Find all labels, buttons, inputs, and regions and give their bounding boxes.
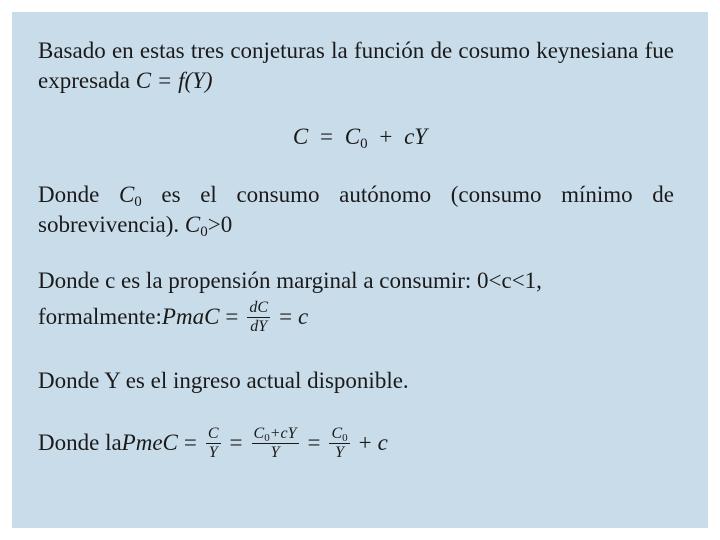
paragraph-text: Basado en estas tres conjeturas la función de cosumo keynesiana fue expresada: [38, 38, 674, 93]
formula-pmec-row: Donde la PmeC = $\frac{C}{Y}$ = $\frac{C_0+cY}{Y}$ = $\frac{C_0}{Y}$ + c: [38, 424, 388, 461]
eq-c0: $C_0$: [344, 124, 368, 152]
symbol-c-final: c: [377, 430, 388, 455]
fraction-c0-over-y: $\frac{C_0}{Y}$: [331, 424, 348, 461]
symbol-c0: $C_0$: [118, 182, 142, 210]
equation-consumption: [12, 124, 708, 150]
eq-lhs: C: [292, 124, 309, 149]
paragraph-autonomous-consumption: Donde $C_0$ es el consumo autónomo (consumo mínimo de sobrevivencia). $C_0>0$: [38, 182, 674, 240]
paragraph-marginal-propensity: Donde c es la propensión marginal a consumir: 0<c<1,: [38, 268, 542, 293]
symbol-pmec: PmeC: [121, 430, 178, 455]
fraction-c0-plus-cy-over-y: $\frac{C_0+cY}{Y}$: [253, 424, 297, 461]
symbol-pmac: PmaC: [161, 304, 220, 329]
fraction-dc-dy: $\frac{dC}{dY}$: [249, 298, 269, 335]
paragraph-keynesian-function: [38, 36, 674, 96]
eq-rhs: cY: [404, 124, 428, 149]
eq-equals: =: [320, 124, 333, 149]
eq-plus: +: [379, 124, 393, 149]
formula-pmac-row: formalmente: PmaC = $\frac{dC}{dY}$ = c: [38, 298, 309, 335]
slide-background: [12, 12, 708, 528]
symbol-c0-second: $C_0$: [184, 212, 208, 240]
symbol-c: c: [298, 304, 309, 329]
fraction-c-over-y: $\frac{C}{Y}$: [207, 424, 219, 461]
paragraph-disposable-income: Donde Y es el ingreso actual disponible.: [38, 368, 409, 393]
formula-c-of-y: C = f(Y): [135, 68, 213, 93]
